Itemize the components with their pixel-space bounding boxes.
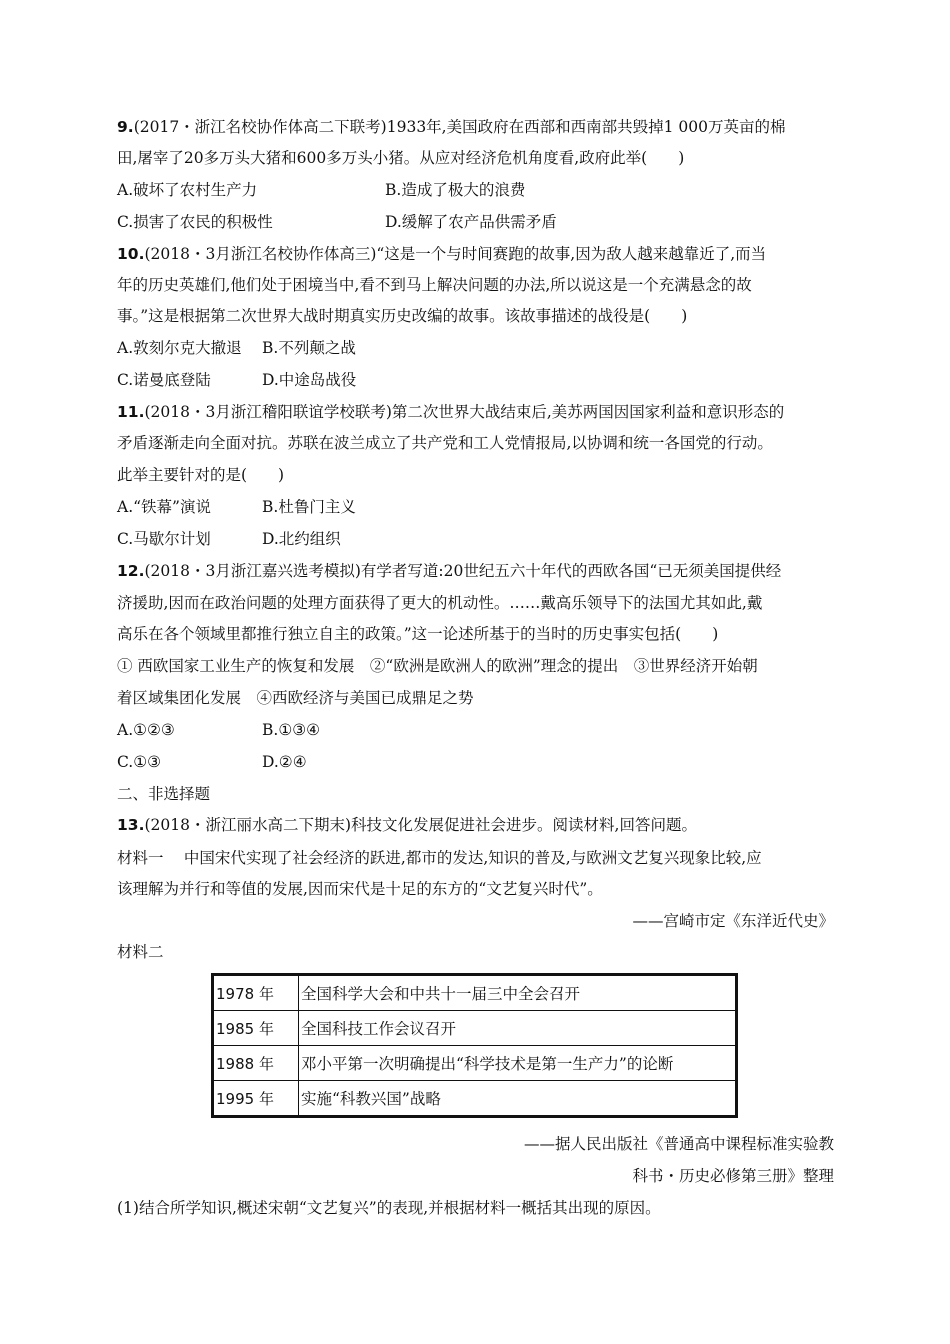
material-2-source-line-1: ——据人民出版社《普通高中课程标准实验教 xyxy=(523,1135,834,1153)
q11-option-d: D.北约组织 xyxy=(262,530,341,548)
material-2-source-line-2: 科书・历史必修第三册》整理 xyxy=(632,1167,834,1185)
q9-stem-text: (2017・浙江名校协作体高二下联考)1933年,美国政府在西部和西南部共毁掉1 000万英亩的棉 xyxy=(133,118,786,136)
q11-option-c: C.马歇尔计划 xyxy=(117,530,211,548)
q12-statements-line-1: ① 西欧国家工业生产的恢复和发展 ②“欧洲是欧洲人的欧洲”理念的提出 ③世界经济开始朝 xyxy=(117,657,758,675)
q12-stem-text: (2018・3月浙江嘉兴选考模拟)有学者写道:20世纪五六十年代的西欧各国“已无须美国提供经 xyxy=(144,562,782,580)
event-cell: 全国科技工作会议召开 xyxy=(299,1011,737,1046)
year-cell: 1985 年 xyxy=(213,1011,299,1046)
q10-number: 10. xyxy=(117,245,145,263)
q10-option-a: A.敦刻尔克大撤退 xyxy=(117,339,242,357)
q10-stem-line-2: 年的历史英雄们,他们处于困境当中,看不到马上解决问题的办法,所以说这是一个充满悬念的故 xyxy=(117,276,752,294)
table-row xyxy=(213,1011,737,1046)
q12-option-d: D.②④ xyxy=(262,753,307,771)
q13-stem-text: (2018・浙江丽水高二下期末)科技文化发展促进社会进步。阅读材料,回答问题。 xyxy=(144,816,697,834)
q12-option-b: B.①③④ xyxy=(262,721,321,739)
material-1-line-1: 材料一 中国宋代实现了社会经济的跃进,都市的发达,知识的普及,与欧洲文艺复兴现象比较,应 xyxy=(117,849,762,867)
q11-stem-line-2: 矛盾逐渐走向全面对抗。苏联在波兰成立了共产党和工人党情报局,以协调和统一各国党的行动。 xyxy=(117,434,773,452)
section-heading: 二、非选择题 xyxy=(117,785,211,803)
q12-number: 12. xyxy=(117,562,145,580)
event-cell: 实施“科教兴国”战略 xyxy=(299,1081,737,1117)
q13-stem xyxy=(117,815,697,835)
q10-stem-text: (2018・3月浙江名校协作体高三)“这是一个与时间赛跑的故事,因为敌人越来越靠近了,而当 xyxy=(144,245,767,263)
q13-subquestion-1: (1)结合所学知识,概述宋朝“文艺复兴”的表现,并根据材料一概括其出现的原因。 xyxy=(117,1199,661,1217)
q9-stem-line-1 xyxy=(117,117,785,137)
event-cell: 全国科学大会和中共十一届三中全会召开 xyxy=(299,975,737,1011)
table-row xyxy=(213,1081,737,1117)
q9-number: 9. xyxy=(117,118,134,136)
q9-option-c: C.损害了农民的积极性 xyxy=(117,213,273,231)
q12-stem-line-3: 高乐在各个领域里都推行独立自主的政策。”这一论述所基于的当时的历史事实包括( ) xyxy=(117,625,719,643)
event-cell: 邓小平第一次明确提出“科学技术是第一生产力”的论断 xyxy=(299,1046,737,1081)
q12-option-c: C.①③ xyxy=(117,753,162,771)
q9-option-a: A.破坏了农村生产力 xyxy=(117,181,258,199)
year-cell: 1995 年 xyxy=(213,1081,299,1117)
q11-number: 11. xyxy=(117,403,145,421)
q11-stem-line-3: 此举主要针对的是( ) xyxy=(117,466,285,484)
q12-option-a: A.①②③ xyxy=(117,721,175,739)
material-2-label: 材料二 xyxy=(117,943,164,961)
q11-stem-line-1 xyxy=(117,402,784,422)
q11-stem-text: (2018・3月浙江稽阳联谊学校联考)第二次世界大战结束后,美苏两国因国家利益和意识形态的 xyxy=(144,403,785,421)
q11-option-a: A.“铁幕”演说 xyxy=(117,498,211,516)
material-1-source: ——宫崎市定《东洋近代史》 xyxy=(632,912,834,930)
q10-option-d: D.中途岛战役 xyxy=(262,371,357,389)
q12-stem-line-1 xyxy=(117,561,781,581)
q10-stem-line-3: 事。”这是根据第二次世界大战时期真实历史改编的故事。该故事描述的战役是( ) xyxy=(117,307,688,325)
q9-stem-line-2: 田,屠宰了20多万头大猪和600多万头小猪。从应对经济危机角度看,政府此举( ) xyxy=(117,149,685,167)
year-cell: 1978 年 xyxy=(213,975,299,1011)
year-cell: 1988 年 xyxy=(213,1046,299,1081)
q9-option-b: B.造成了极大的浪费 xyxy=(385,181,526,199)
q12-stem-line-2: 济援助,因而在政治问题的处理方面获得了更大的机动性。……戴高乐领导下的法国尤其如此,戴 xyxy=(117,594,763,612)
q13-number: 13. xyxy=(117,816,145,834)
table-row xyxy=(213,975,737,1011)
q12-statements-line-2: 着区域集团化发展 ④西欧经济与美国已成鼎足之势 xyxy=(117,689,474,707)
q11-option-b: B.杜鲁门主义 xyxy=(262,498,356,516)
material-1-line-2: 该理解为并行和等值的发展,因而宋代是十足的东方的“文艺复兴时代”。 xyxy=(117,880,603,898)
table-row xyxy=(213,1046,737,1081)
timeline-table xyxy=(211,973,738,1118)
q9-option-d: D.缓解了农产品供需矛盾 xyxy=(385,213,557,231)
q10-stem-line-1 xyxy=(117,244,766,264)
q10-option-c: C.诺曼底登陆 xyxy=(117,371,211,389)
q10-option-b: B.不列颠之战 xyxy=(262,339,356,357)
